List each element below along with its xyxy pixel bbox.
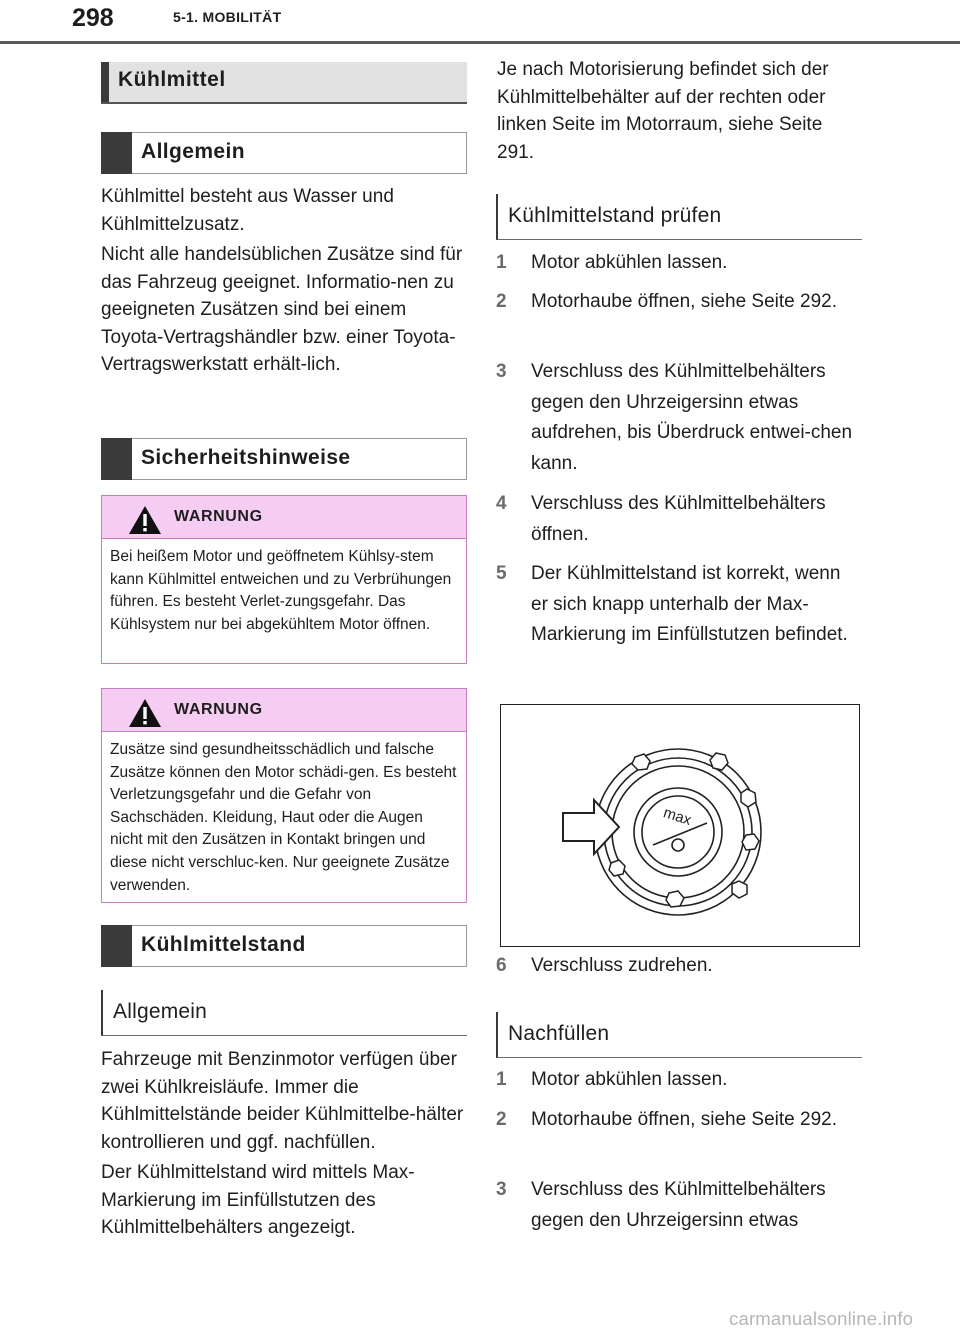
- heading-bar: [101, 925, 132, 967]
- step-number: 5: [496, 563, 507, 584]
- step-number: 3: [496, 361, 507, 382]
- paragraph-intro: Je nach Motorisierung befindet sich der Kühlmittelbehälter auf der rechten oder linken Seite im Motorraum, siehe Seite 291.: [497, 59, 829, 163]
- list-item-pruefen-2: [496, 287, 862, 318]
- subsection-heading-text: Kühlmittelstand: [141, 933, 306, 956]
- minor-heading-text: Kühlmittelstand prüfen: [508, 204, 722, 227]
- warning-header: [102, 496, 466, 539]
- list-item-nachfuellen-1: [496, 1065, 862, 1096]
- subsection-heading-allgemein: [101, 132, 467, 174]
- list-item-nachfuellen-3: [496, 1175, 862, 1236]
- heading-bar: [101, 132, 132, 174]
- warning-triangle-icon: [128, 505, 162, 535]
- warning-text: Bei heißem Motor und geöffnetem Kühlsy-stem kann Kühlmittel entweichen und zu Verbrühungen führen. Es besteht Verlet-zungsgefahr. Das Kühlsystem nur bei abgekühltem Motor öffnen.: [110, 548, 452, 633]
- list-item-pruefen-3: [496, 357, 862, 479]
- step-text: Motorhaube öffnen, siehe Seite 292.: [531, 1109, 837, 1130]
- warning-triangle-icon: [128, 698, 162, 728]
- list-item-pruefen-6: [496, 951, 862, 982]
- warning-header: [102, 689, 466, 732]
- list-item-pruefen-5: [496, 559, 862, 651]
- step-text: Verschluss des Kühlmittelbehälters gegen den Uhrzeigersinn etwas: [531, 1179, 826, 1231]
- minor-heading-text: Nachfüllen: [508, 1022, 610, 1045]
- heading-bar: [101, 62, 109, 102]
- minor-heading-pruefen: [496, 194, 862, 240]
- warning-text: Zusätze sind gesundheitsschädlich und falsche Zusätze können den Motor schädi-gen. Es besteht Verletzungsgefahr und die Gefahr von Sachschäden. Kleidung, Haut oder die Augen nicht mit den Zusätzen in Kontakt bringen und diese nicht verschluc-ken. Nur geeignete Zusätze verwenden.: [110, 741, 457, 894]
- figure-coolant-cap: [500, 704, 860, 947]
- page-number: 298: [72, 4, 114, 32]
- step-text: Motor abkühlen lassen.: [531, 1069, 728, 1090]
- list-item-pruefen-4: [496, 489, 862, 550]
- subsection-heading-kuehlmittelstand: [101, 925, 467, 967]
- list-item-nachfuellen-2: [496, 1105, 862, 1136]
- warning-title: WARNUNG: [174, 701, 263, 718]
- list-item-pruefen-1: [496, 248, 862, 279]
- step-number: 1: [496, 1069, 507, 1090]
- step-text: Verschluss des Kühlmittelbehälters gegen den Uhrzeigersinn etwas aufdrehen, bis Überdruck entwei-chen kann.: [531, 361, 853, 474]
- minor-heading-nachfuellen: [496, 1012, 862, 1058]
- paragraph-kuehlmittelstand-2: Der Kühlmittelstand wird mittels Max-Markierung im Einfüllstutzen des Kühlmittelbehälters angezeigt.: [101, 1162, 415, 1238]
- page-header: [0, 0, 960, 46]
- step-number: 3: [496, 1179, 507, 1200]
- paragraph-allgemein-1: Kühlmittel besteht aus Wasser und Kühlmittelzusatz.: [101, 186, 394, 235]
- step-text: Motor abkühlen lassen.: [531, 252, 728, 273]
- step-text: Verschluss des Kühlmittelbehälters öffnen.: [531, 493, 826, 545]
- chapter-title: 5-1. MOBILITÄT: [173, 9, 282, 25]
- step-number: 4: [496, 493, 507, 514]
- step-text: Der Kühlmittelstand ist korrekt, wenn er sich knapp unterhalb der Max-Markierung im Einfüllstutzen befindet.: [531, 563, 848, 645]
- section-heading-text: Kühlmittel: [118, 68, 226, 91]
- paragraph-allgemein-2: Nicht alle handelsüblichen Zusätze sind für das Fahrzeug geeignet. Informatio-nen zu geeigneten Zusätzen sind bei einem Toyota-Vertragshändler bzw. einer Toyota-Vertragswerkstatt erhält-lich.: [101, 244, 463, 375]
- step-text: Motorhaube öffnen, siehe Seite 292.: [531, 291, 837, 312]
- max-label: max: [661, 804, 694, 830]
- header-rule: [0, 41, 960, 44]
- heading-bar: [101, 438, 132, 480]
- subsection-heading-sicherheitshinweise: [101, 438, 467, 480]
- section-heading-kuehlmittel: [101, 62, 467, 104]
- step-text: Verschluss zudrehen.: [531, 955, 713, 976]
- minor-heading-allgemein: [101, 990, 467, 1036]
- subsection-heading-text: Sicherheitshinweise: [141, 446, 351, 469]
- warning-box-2: [101, 688, 467, 903]
- subsection-heading-text: Allgemein: [141, 140, 245, 163]
- watermark: carmanualsonline.info: [729, 1308, 914, 1329]
- step-number: 2: [496, 291, 507, 312]
- step-number: 6: [496, 955, 507, 976]
- paragraph-kuehlmittelstand-1: Fahrzeuge mit Benzinmotor verfügen über zwei Kühlkreisläufe. Immer die Kühlmittelstände beider Kühlmittelbe-hälter kontrollieren und ggf. nachfüllen.: [101, 1049, 464, 1153]
- warning-title: WARNUNG: [174, 508, 263, 525]
- minor-heading-text: Allgemein: [113, 1000, 208, 1023]
- coolant-cap-illustration: [501, 705, 858, 945]
- step-number: 2: [496, 1109, 507, 1130]
- warning-box-1: [101, 495, 467, 664]
- step-number: 1: [496, 252, 507, 273]
